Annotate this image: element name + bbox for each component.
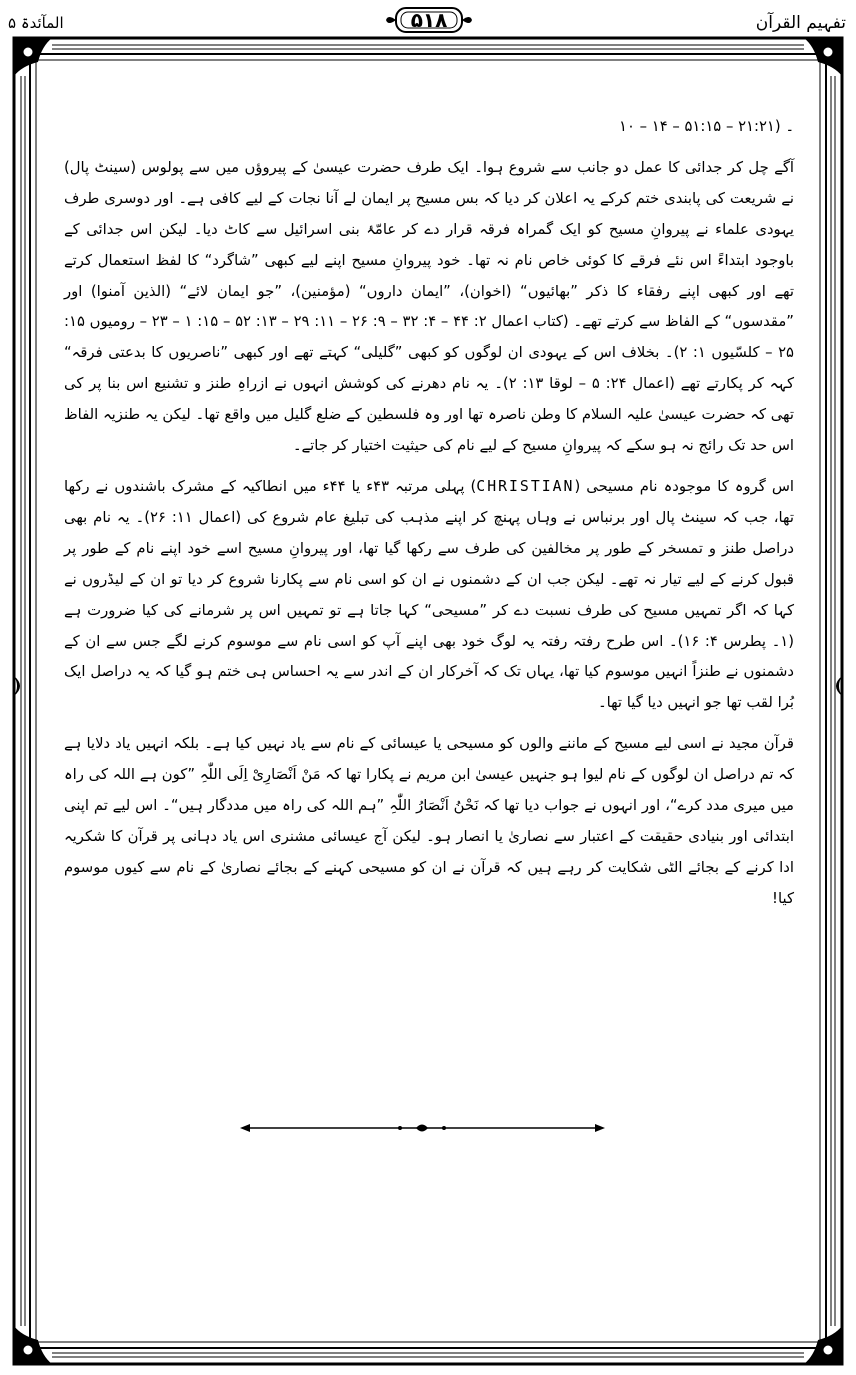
paragraph-3: قرآن مجید نے اسی لیے مسیح کے ماننے والوں کو مسیحی یا عیسائی کے نام سے یاد نہیں کیا ہے۔ بلکہ انہیں یاد دلایا ہے کہ تم دراصل ان لوگوں کے نام لیوا ہو جنہیں عیسیٰ ابن مریم نے پکارا تھا کہ مَنْ اَنْصَارِیْ اِلَی اللّٰہِ ”کون ہے اللہ کی راہ میں میری مدد کرے“، اور انہوں نے جواب دیا تھا کہ نَحْنُ اَنْصَارُ اللّٰہِ ”ہم اللہ کی راہ میں مددگار ہیں“۔ اس لیے تم اپنی ابتدائی اور بنیادی حقیقت کے اعتبار سے نصاریٰ یا انصار ہو۔ لیکن آج عیسائی مشنری اس یاد دہانی پر قرآن کا شکریہ ادا کرنے کے بجائے الٹی شکایت کر رہے ہیں کہ قرآن نے ان کو مسیحی کہنے کے بجائے نصاریٰ کے نام سے کیوں موسوم کیا! (64, 735, 794, 907)
page-number-text: ۵۱۸ (410, 8, 448, 32)
paragraph-2-start: اس گروہ کا موجودہ نام مسیحی ( (574, 477, 794, 495)
paragraph-2-rest: ) پہلی مرتبہ ۴۳ء یا ۴۴ء میں انطاکیہ کے مشرک باشندوں نے رکھا تھا، جب کہ سینٹ پال اور برنباس نے وہاں پہنچ کر اپنے مذہب کی تبلیغ عام شروع کی (اعمال ۱۱: ۲۶)۔ یہ نام بھی دراصل طنز و تمسخر کے طور پر مخالفین کی طرف سے رکھا گیا تھا، اور پیروانِ مسیح اسے خود اپنے نام کے طور پر قبول کرنے کے لیے تیار نہ تھے۔ لیکن جب ان کے دشمنوں نے ان کو اسی نام سے پکارنا شروع کر دیا تو ان کے لیڈروں نے کہا کہ اگر تمہیں مسیح کی طرف نسبت دے کر ”مسیحی“ کہا جاتا ہے تو تمہیں اس پر شرمانے کی کیا ضرورت ہے (۱۔ پطرس ۴: ۱۶)۔ اس طرح رفتہ رفتہ یہ لوگ خود بھی اپنے آپ کو اسی نام سے موسوم کرنے لگے جس سے ان کے دشمنوں نے طنزاً انہیں موسوم کیا تھا، یہاں تک کہ آخرکار ان کے اندر سے یہ احساس ہی ختم ہو گیا کہ یہ دراصل ایک بُرا لقب تھا جو انہیں دیا گیا تھا۔ (64, 477, 794, 712)
commentary-body (64, 112, 794, 915)
surah-name: المآئدۃ ۵ (8, 14, 64, 32)
book-title: تفہیم القرآن (755, 13, 846, 33)
paragraph-2 (64, 472, 794, 719)
paragraph-1: آگے چل کر جدائی کا عمل دو جانب سے شروع ہوا۔ ایک طرف حضرت عیسیٰ کے پیروؤں میں سے پولوس (سینٹ پال) نے شریعت کی پابندی ختم کرکے یہ اعلان کر دیا کہ بس مسیح پر ایمان لے آنا نجات کے لیے کافی ہے۔ اور دوسری طرف یہودی علماء نے پیروانِ مسیح کو ایک گمراہ فرقہ قرار دے کر عامّۂ بنی اسرائیل سے کاٹ دیا۔ لیکن اس جدائی کے باوجود ابتداءً اس نئے فرقے کا کوئی خاص نام نہ تھا۔ خود پیروانِ مسیح اپنے لیے کبھی ”شاگرد“ کا لفظ استعمال کرتے تھے اور کبھی اپنے رفقاء کا ذکر ”بھائیوں“ (اخوان)، ”ایمان داروں“ (مؤمنین)، ”جو ایمان لائے“ (الذین آمنوا) اور ”مقدسوں“ کے الفاظ سے کرتے تھے۔ (کتاب اعمال ۲: ۴۴ – ۴: ۳۲ – ۹: ۲۶ – ۱۱: ۲۹ – ۱۳: ۵۲ – ۱۵: ۱ – ۲۳ – رومیوں ۱۵: ۲۵ – کلسّیوں ۱: ۲)۔ بخلاف اس کے یہودی ان لوگوں کو کبھی ”گلیلی“ کہتے تھے اور کبھی ”ناصریوں کا بدعتی فرقہ“ کہہ کر پکارتے تھے (اعمال ۲۴: ۵ – لوقا ۱۳: ۲)۔ یہ نام دھرنے کی کوشش انہوں نے ازراہِ طنز و تشنیع اس بنا پر کی تھی کہ حضرت عیسیٰ علیہ السلام کا وطن ناصرہ تھا اور وہ فلسطین کے ضلع گلیل میں واقع تھا۔ لیکن یہ طنزیہ الفاظ اس حد تک رائج نہ ہو سکے کہ پیروانِ مسیح کے لیے نام کی حیثیت اختیار کر جاتے۔ (64, 158, 795, 455)
page-number (384, 4, 474, 36)
page-header (0, 0, 856, 40)
end-ornament-rule-icon (240, 1120, 605, 1136)
reference-line: ۔ (۲۱:۲۱ – ۵۱:۱۵ – ۱۴ – ۱۰ (619, 118, 794, 135)
christian-latin-term: CHRISTIAN (476, 477, 575, 495)
